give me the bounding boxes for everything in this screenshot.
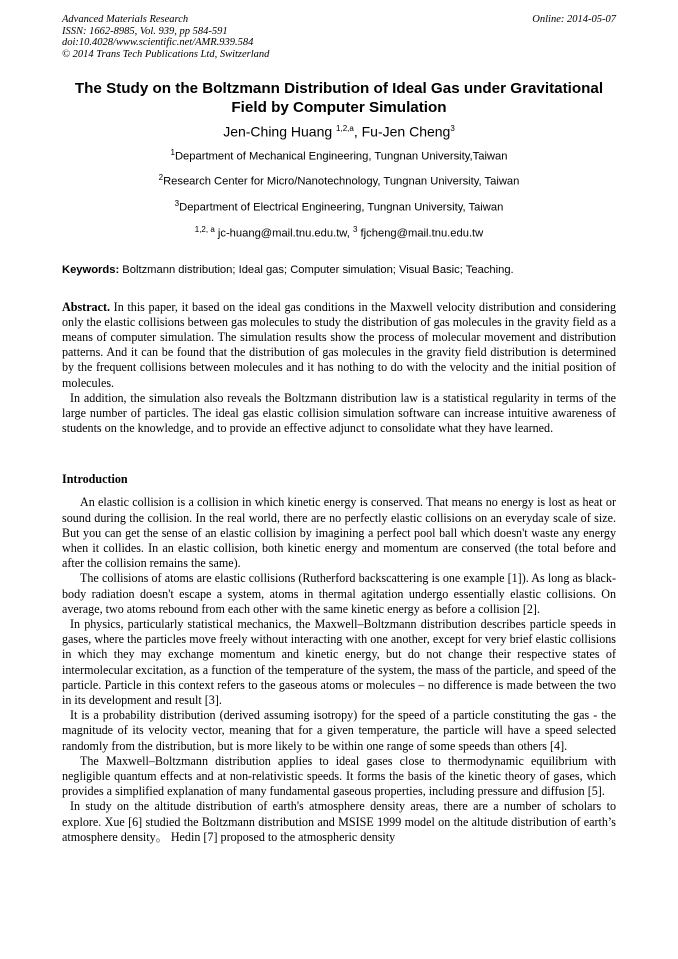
affiliation-3	[62, 193, 616, 219]
abstract-text-1: In this paper, it based on the ideal gas conditions in the Maxwell velocity distribution and considering only the elastic collisions between gas molecules to study the distribution of gas molecules in the gravity field as a means of computer simulation. The simulation results show the process of molecular movement and distribution patterns. And it can be found that the distribution of gas molecules in the gravity field distribution is determined by the frequent collisions between molecules and it has nothing to do with the velocity and the initial position of molecules.	[62, 299, 616, 390]
keywords-label: Keywords:	[62, 263, 120, 276]
keywords	[62, 263, 616, 277]
introduction-heading: Introduction	[62, 472, 128, 487]
introduction-body	[62, 495, 616, 845]
affiliation-1	[62, 142, 616, 168]
abstract-paragraph-1	[62, 300, 616, 391]
intro-paragraph: The Maxwell–Boltzmann distribution applies to ideal gases close to thermodynamic equilibrium with negligible quantum effects and at non-relativistic speeds. It forms the basis of the kinetic theory of gases, which provides a simplified explanation of many fundamental gaseous properties, including pressure and diffusion [5].	[62, 753, 616, 799]
author-1: Jen-Ching Huang	[223, 123, 337, 140]
emails	[62, 219, 616, 245]
intro-paragraph: The collisions of atoms are elastic collisions (Rutherford backscattering is one example [1]). As long as black-body radiation doesn't escape a system, atoms in thermal agitation undergo essentially elastic collisions. On average, two atoms rebound from each other with the same kinetic energy as before a collision [2].	[62, 571, 616, 616]
affiliation-1-sup: 1	[170, 147, 175, 157]
title-line-2: Field by Computer Simulation	[231, 98, 447, 116]
email-1[interactable]: jc-huang@mail.tnu.edu.tw,	[214, 227, 353, 240]
intro-paragraph: An elastic collision is a collision in which kinetic energy is conserved. That means no energy is lost as heat or sound during the collision. In the real world, there are no perfectly elastic collisions on an everyday scale of size. But you can get the sense of an elastic collision by imagining a perfect pool ball which doesn't waste any energy when it collides. In an elastic collision, both kinetic energy and momentum are conserved (the total before and after the collision remains the same).	[62, 495, 616, 571]
affiliation-2-text: Research Center for Micro/Nanotechnology, Tungnan University, Taiwan	[163, 176, 520, 189]
abstract-label: Abstract.	[62, 299, 111, 314]
author-2: , Fu-Jen Cheng	[353, 123, 451, 140]
issn: ISSN: 1662-8985, Vol. 939, pp 584-591	[62, 25, 228, 37]
email-2-sup: 3	[353, 224, 358, 234]
email-1-sup: 1,2, a	[194, 224, 215, 234]
author-1-sup: 1,2,a	[336, 124, 354, 133]
affiliations	[62, 142, 616, 245]
intro-paragraph: In physics, particularly statistical mechanics, the Maxwell–Boltzmann distribution describes particle speeds in gases, where the particles move freely without interacting with one another, except for very brief elastic collisions in which they may exchange momentum and kinetic energy, but do not change their respective states of intermolecular excitation, as a function of the temperature of the system, the mass of the particle, and speed of the particle. Particle in this context refers to the gaseous atoms or molecules – no difference is made between the two in its development and result [3].	[62, 617, 616, 708]
affiliation-3-text: Department of Electrical Engineering, Tungnan University, Taiwan	[179, 201, 504, 214]
author-line	[62, 119, 616, 142]
copyright: © 2014 Trans Tech Publications Ltd, Switzerland	[62, 48, 270, 60]
online-date: Online: 2014-05-07	[532, 14, 616, 25]
abstract-paragraph-2: In addition, the simulation also reveals the Boltzmann distribution law is a statistical regularity in terms of the large number of particles. The ideal gas elastic collision simulation software can increase intuitive awareness of students on the knowledge, and to provide an effective adjunct to consolidate what they have learned.	[62, 390, 616, 436]
affiliation-2	[62, 167, 616, 193]
author-2-sup: 3	[450, 124, 455, 133]
doi: doi:10.4028/www.scientific.net/AMR.939.584	[62, 37, 254, 48]
journal-header	[62, 14, 616, 60]
affiliation-1-text: Department of Mechanical Engineering, Tungnan University,Taiwan	[174, 150, 508, 163]
keywords-text: Boltzmann distribution; Ideal gas; Computer simulation; Visual Basic; Teaching.	[119, 263, 514, 276]
abstract	[62, 300, 616, 437]
intro-paragraph: In study on the altitude distribution of earth's atmosphere density areas, there are a number of scholars to explore. Xue [6] studied the Boltzmann distribution and MSISE 1999 model on the altitude distribution of earth’s atmosphere density。 Hedin [7] proposed to the atmospheric density	[62, 799, 616, 844]
journal-name: Advanced Materials Research	[62, 14, 189, 25]
intro-paragraph: It is a probability distribution (derived assuming isotropy) for the speed of a particle constituting the gas - the magnitude of its velocity vector, meaning that for a given temperature, the particle will have a speed selected randomly from the distribution, but is more likely to be within one range of some speeds than others [4].	[62, 708, 616, 753]
title-line-1: The Study on the Boltzmann Distribution of Ideal Gas under Gravitational	[74, 80, 604, 97]
affiliation-3-sup: 3	[174, 199, 180, 209]
email-2[interactable]: fjcheng@mail.tnu.edu.tw	[357, 227, 484, 240]
paper-title	[62, 80, 616, 117]
paper-page	[62, 14, 616, 845]
affiliation-2-sup: 2	[158, 173, 164, 183]
